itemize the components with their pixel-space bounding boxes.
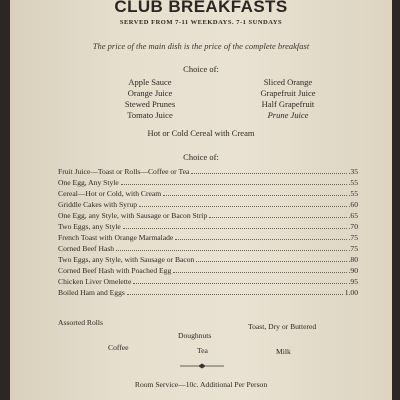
fruit-item: Orange Juice (127, 88, 173, 98)
menu-row (58, 177, 358, 188)
fruit-item: Prune Juice (267, 110, 309, 120)
menu-item-name: Chicken Liver Omelette (58, 277, 132, 286)
fruit-column-left (90, 77, 210, 121)
menu-item-price: .55 (348, 178, 358, 187)
menu-row (58, 166, 358, 177)
fruit-column-right (228, 77, 348, 121)
fruit-item: Sliced Orange (263, 77, 313, 87)
menu-row (58, 265, 358, 276)
menu-item-name: One Egg, Any Style (58, 178, 119, 187)
menu-row (58, 210, 358, 221)
menu-row (58, 188, 358, 199)
menu-item-price: .80 (348, 255, 358, 264)
menu-item-price: .60 (348, 200, 358, 209)
menu-item-name: Griddle Cakes with Syrup (58, 200, 138, 209)
dot-leader (196, 261, 346, 262)
dot-leader (127, 294, 343, 295)
dot-leader (133, 283, 346, 284)
menu-item-name: Two Eggs, any Style, with Sausage or Bacon (58, 255, 195, 264)
menu-item-name: Corned Beef Hash (58, 244, 115, 253)
menu-row (58, 276, 358, 287)
dot-leader (123, 228, 347, 229)
menu-item-name: Cereal—Hot or Cold, with Cream (58, 189, 162, 198)
menu-row (58, 254, 358, 265)
menu-item-name: Fruit Juice—Toast or Rolls—Coffee or Tea (58, 167, 190, 176)
bev-tea: Tea (197, 346, 208, 355)
bev-milk: Milk (276, 347, 291, 356)
menu-item-name: Two Eggs, any Style (58, 222, 121, 231)
fruit-item: Apple Sauce (128, 77, 172, 87)
dot-leader (175, 239, 346, 240)
dot-leader (173, 272, 346, 273)
menu-item-name: One Egg, any Style, with Sausage or Bacon Strip (58, 211, 208, 220)
menu-row (58, 232, 358, 243)
price-note: The price of the main dish is the price of the complete breakfast (92, 41, 310, 51)
menu-row (58, 221, 358, 232)
menu-item-price: .95 (348, 277, 358, 286)
menu-item-price: .70 (348, 222, 358, 231)
choice-of-label-fruit: Choice of: (183, 64, 219, 74)
dot-leader (191, 173, 346, 174)
bev-toast: Toast, Dry or Buttered (248, 322, 317, 331)
menu-page (10, 0, 392, 400)
dot-leader (139, 206, 346, 207)
menu-row (58, 287, 358, 298)
dot-leader (116, 250, 346, 251)
menu-item-price: .55 (348, 189, 358, 198)
bev-assorted-rolls: Assorted Rolls (58, 318, 103, 327)
dot-leader (163, 195, 346, 196)
menu-row (58, 199, 358, 210)
bev-coffee: Coffee (108, 343, 129, 352)
menu-item-name: French Toast with Orange Marmalade (58, 233, 174, 242)
menu-item-price: .65 (348, 211, 358, 220)
fruit-item: Grapefruit Juice (260, 88, 316, 98)
menu-item-price: .75 (348, 233, 358, 242)
menu-item-price: .75 (348, 244, 358, 253)
menu-row (58, 243, 358, 254)
serving-hours: SERVED FROM 7-11 WEEKDAYS. 7-1 SUNDAYS (119, 19, 283, 26)
dot-leader (121, 184, 347, 185)
menu-item-name: Boiled Ham and Eggs (58, 288, 125, 297)
dot-leader (209, 217, 346, 218)
menu-title: CLUB BREAKFASTS (114, 0, 288, 16)
cereal-line: Hot or Cold Cereal with Cream (147, 128, 255, 138)
menu-item-price: 1.00 (344, 288, 358, 297)
fruit-item: Tomato Juice (127, 110, 173, 120)
bev-doughnuts: Doughnuts (178, 331, 212, 340)
fruit-item: Stewed Prunes (124, 99, 176, 109)
room-service-note: Room Service—10c. Additional Per Person (134, 380, 268, 389)
fruit-item: Half Grapefruit (261, 99, 315, 109)
menu-item-price: .35 (348, 167, 358, 176)
menu-list (58, 166, 358, 298)
menu-item-price: .90 (348, 266, 358, 275)
choice-of-label-main: Choice of: (183, 152, 219, 162)
menu-item-name: Corned Beef Hash with Poached Egg (58, 266, 172, 275)
divider-ornament-icon (178, 362, 226, 370)
